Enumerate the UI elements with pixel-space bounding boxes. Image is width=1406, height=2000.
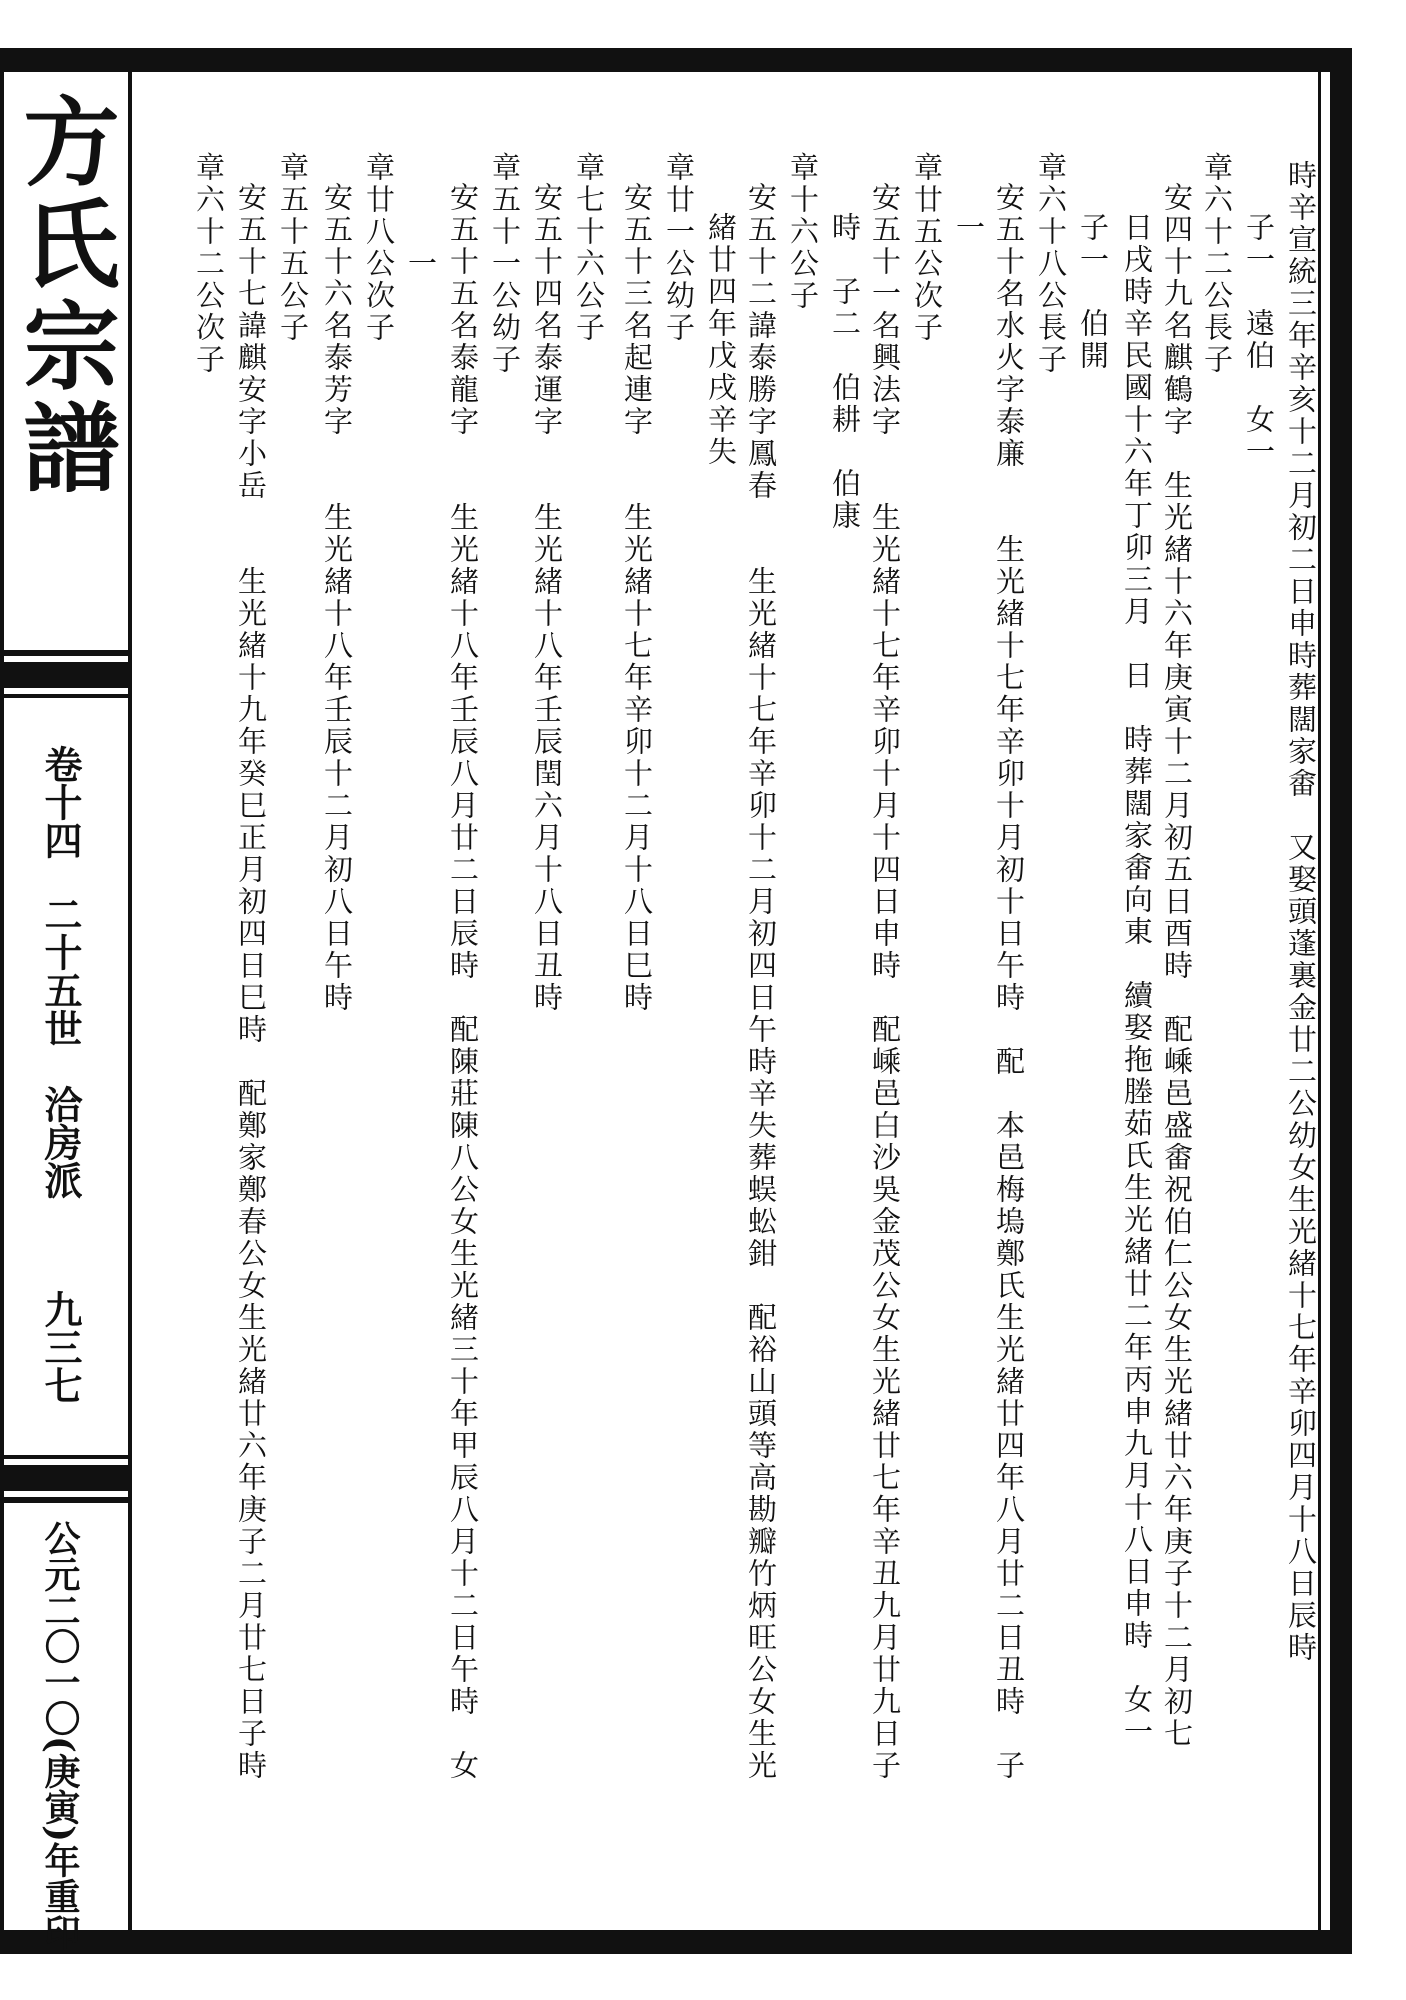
spine-band-upper	[0, 650, 128, 704]
text-column: 一	[404, 248, 438, 280]
text-column: 安四十九名麒鶴字 生光緒十六年庚寅十二月初五日酉時 配嵊邑盛畬祝伯仁公女生光緒廿六年庚子十二月初七	[1160, 182, 1194, 1750]
text-column: 子一 伯開	[1076, 212, 1110, 372]
text-column: 安五十三名起連字 生光緒十七年辛卯十二月十八日巳時	[620, 182, 654, 1014]
text-column: 章廿八公次子	[362, 152, 396, 344]
text-column: 章廿五公次子	[910, 152, 944, 344]
spine-divider	[128, 72, 132, 1930]
text-column: 安五十四名泰運字 生光緒十八年壬辰閏六月十八日丑時	[530, 182, 564, 1014]
text-column: 時 子二 伯耕 伯康	[828, 212, 862, 532]
text-column: 安五十六名泰芳字 生光緒十八年壬辰十二月初八日午時	[320, 182, 354, 1014]
text-column: 章七十六公子	[572, 152, 606, 344]
frame-top-border	[0, 48, 1352, 72]
branch-label: 洽房派	[38, 1085, 83, 1199]
text-column: 章五十一公幼子	[488, 152, 522, 376]
text-column: 安五十七諱麒安字小岳 生光緒十九年癸巳正月初四日巳時 配鄭家鄭春公女生光緒廿六年庚子二月廿七日子時	[234, 182, 268, 1782]
frame-bottom-border	[0, 1930, 1352, 1954]
text-column: 緒廿四年戊戌辛失	[704, 212, 738, 468]
text-column: 章六十二公次子	[192, 152, 226, 376]
frame-right-border	[1330, 48, 1352, 1954]
text-column: 日戌時辛民國十六年丁卯三月 日 時葬闊家畬向東 續娶拖塍茹氏生光緒廿二年丙申九月十八日申時 女一	[1120, 212, 1154, 1748]
text-column: 子一 遠伯 女一	[1242, 212, 1276, 468]
text-column: 安五十一名興法字 生光緒十七年辛卯十月十四日申時 配嵊邑白沙吳金茂公女生光緒廿七年辛丑九月廿九日子	[868, 182, 902, 1782]
page-number: 九三七	[38, 1290, 83, 1404]
text-column: 章十六公子	[786, 152, 820, 312]
text-column: 安五十名水火字泰廉 生光緒十七年辛卯十月初十日午時 配 本邑梅塢鄭氏生光緒廿四年八月廿二日丑時 子	[992, 182, 1026, 1782]
text-column: 章五十五公子	[276, 152, 310, 344]
text-column: 章六十二公長子	[1200, 152, 1234, 376]
spine-band-lower	[0, 1455, 128, 1505]
text-column: 安五十五名泰龍字 生光緒十八年壬辰八月廿二日辰時 配陳莊陳八公女生光緒三十年甲辰八月十二日午時 女	[446, 182, 480, 1782]
generation-label: 二十五世	[38, 895, 83, 1047]
text-column: 安五十二諱泰勝字鳳春 生光緒十七年辛卯十二月初四日午時辛失葬蜈蚣鉗 配裕山頭等高勘瓣竹炳旺公女生光	[744, 182, 778, 1782]
text-column: 時辛宣統三年辛亥十二月初二日申時葬闊家畬 又娶頭蓬裏金廿二公幼女生光緒十七年辛卯四月十八日辰時	[1284, 160, 1318, 1664]
volume-label: 卷十四	[38, 745, 83, 859]
text-column: 章六十八公長子	[1034, 152, 1068, 376]
reprint-note: 公元二〇一〇(庚寅)年重印	[39, 1520, 81, 1951]
text-column: 章廿一公幼子	[662, 152, 696, 344]
book-title: 方氏宗譜	[8, 92, 121, 500]
text-column: 一	[952, 212, 986, 244]
